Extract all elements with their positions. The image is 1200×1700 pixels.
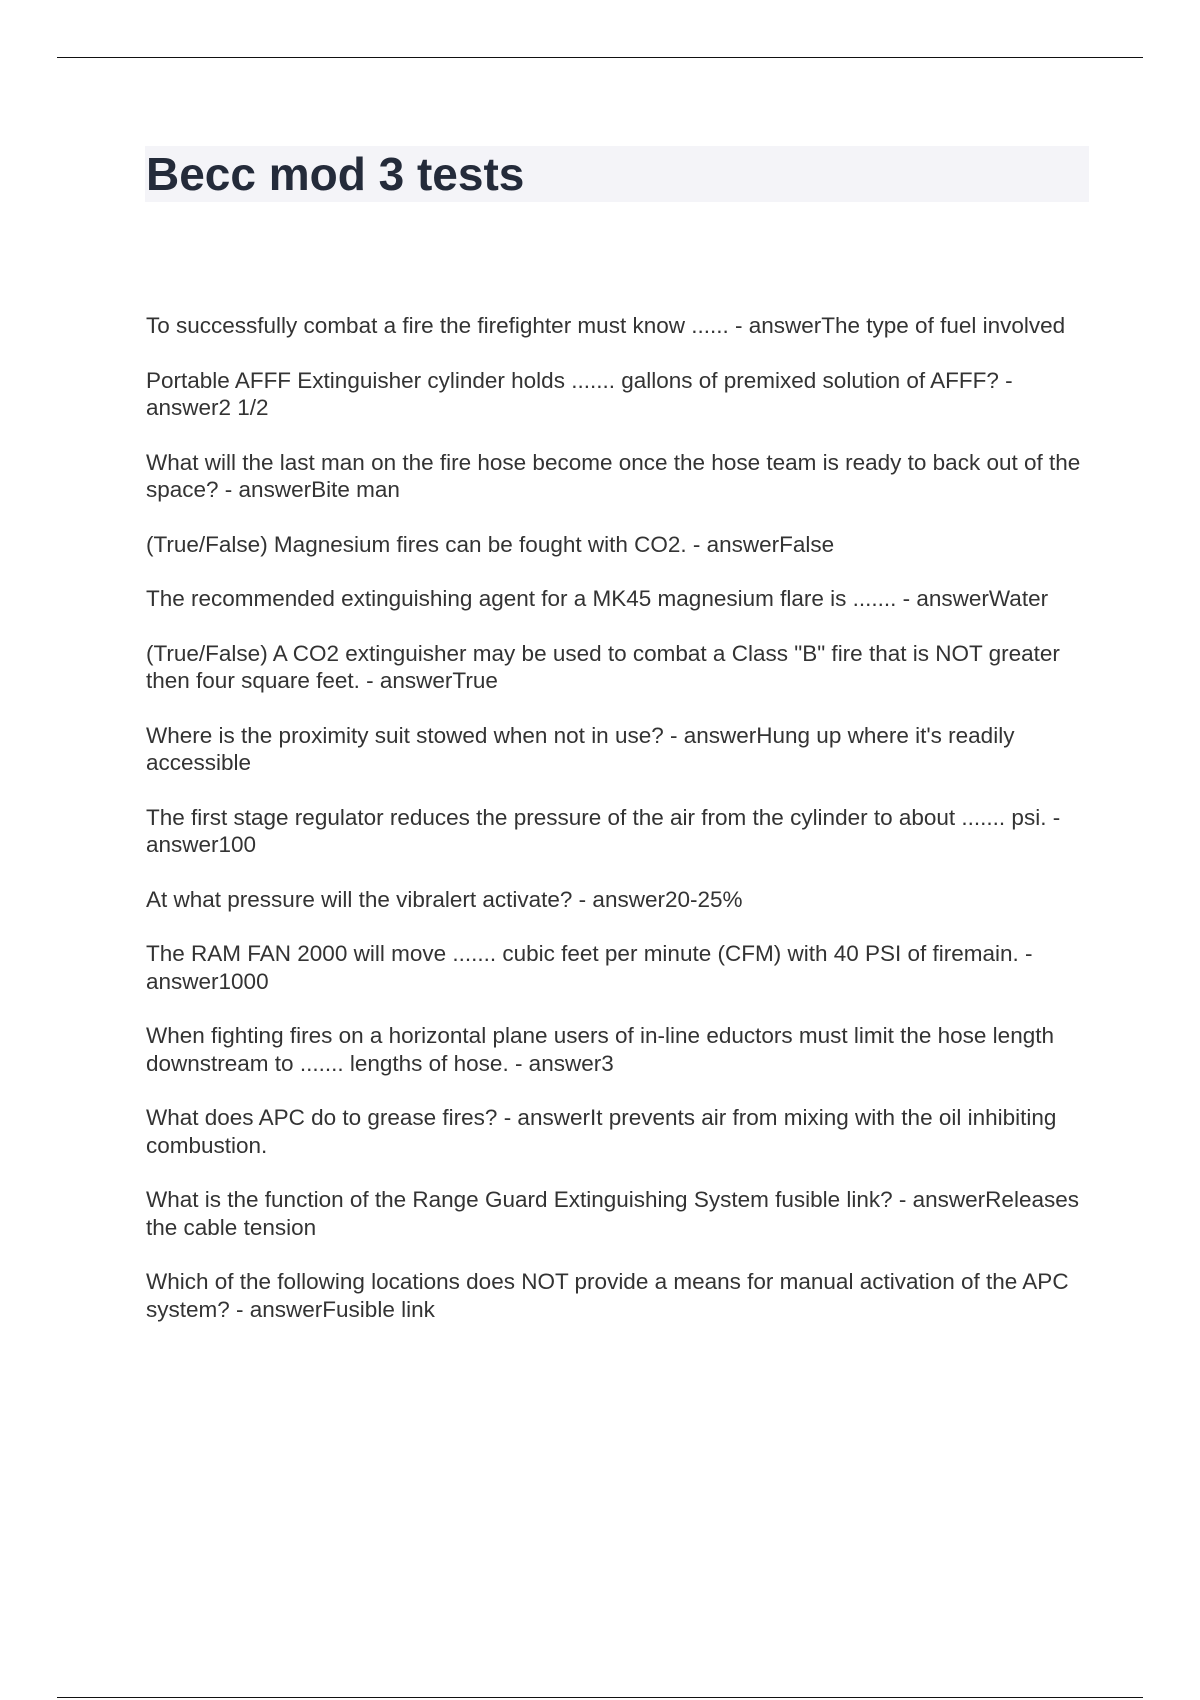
qa-item: (True/False) Magnesium fires can be fought with CO2. - answerFalse [146, 531, 835, 557]
qa-item: At what pressure will the vibralert activate? - answer20-25% [146, 886, 743, 912]
qa-item: The RAM FAN 2000 will move ....... cubic feet per minute (CFM) with 40 PSI of firemain. - answer1000 [146, 941, 1033, 994]
qa-item: To successfully combat a fire the firefighter must know ...... - answerThe type of fuel involved [146, 313, 1066, 338]
qa-item: What is the function of the Range Guard Extinguishing System fusible link? - answerReleases the cable tension [146, 1187, 1079, 1240]
qa-item: What will the last man on the fire hose become once the hose team is ready to back out of the space? - answerBite man [146, 449, 1081, 502]
qa-item: Which of the following locations does NOT provide a means for manual activation of the APC system? - answerFusible link [146, 1269, 1069, 1322]
page-title: Becc mod 3 tests [146, 148, 525, 200]
qa-item: Portable AFFF Extinguisher cylinder holds ....... gallons of premixed solution of AFFF? - answer2 1/2 [146, 367, 1013, 420]
qa-item: When fighting fires on a horizontal plane users of in-line eductors must limit the hose length downstream to ....... lengths of hose. - answer3 [146, 1023, 1054, 1076]
qa-item: Where is the proximity suit stowed when not in use? - answerHung up where it's readily accessible [146, 722, 1015, 775]
qa-item: (True/False) A CO2 extinguisher may be used to combat a Class "B" fire that is NOT greater then four square feet. - answerTrue [146, 640, 1060, 693]
qa-list [146, 312, 1090, 1350]
bottom-rule [57, 1697, 1143, 1698]
top-rule [57, 57, 1143, 58]
qa-item: The first stage regulator reduces the pressure of the air from the cylinder to about ....... psi. - answer100 [146, 804, 1061, 857]
qa-item: The recommended extinguishing agent for a MK45 magnesium flare is ....... - answerWater [146, 586, 1049, 611]
qa-item: What does APC do to grease fires? - answerIt prevents air from mixing with the oil inhibiting combustion. [146, 1105, 1057, 1158]
